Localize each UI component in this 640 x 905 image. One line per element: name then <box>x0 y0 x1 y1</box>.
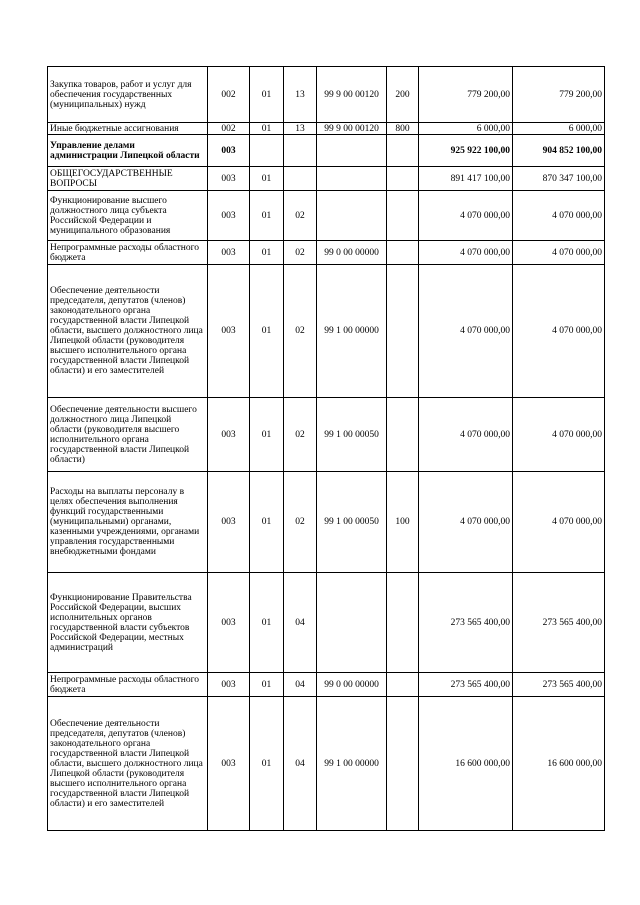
row-sum-1: 891 417 100,00 <box>419 167 513 191</box>
row-name: Расходы на выплаты персоналу в целях обеспечения выполнения функций государственными (муниципальными) органами, казенными учреждениями, органами управления государственными внебюджетными фондами <box>48 472 208 573</box>
row-code-rz: 01 <box>250 673 284 697</box>
table-row <box>48 398 605 472</box>
row-code-csr: 99 9 00 00120 <box>317 67 387 123</box>
row-code-csr <box>317 167 387 191</box>
row-code-vr: 200 <box>387 67 419 123</box>
row-name: Функционирование Правительства Российской Федерации, высших исполнительных органов государственной власти субъектов Российской Федерации, местных администраций <box>48 573 208 673</box>
row-code-vr <box>387 167 419 191</box>
table-body <box>48 67 605 831</box>
row-code-vr <box>387 191 419 241</box>
row-sum-2: 4 070 000,00 <box>513 472 605 573</box>
row-name: Непрограммные расходы областного бюджета <box>48 241 208 265</box>
row-code-pr: 04 <box>284 673 317 697</box>
row-code-gr: 003 <box>208 673 250 697</box>
row-code-pr: 04 <box>284 573 317 673</box>
row-code-rz: 01 <box>250 123 284 135</box>
row-code-csr: 99 1 00 00050 <box>317 472 387 573</box>
row-sum-1: 273 565 400,00 <box>419 573 513 673</box>
row-code-rz: 01 <box>250 398 284 472</box>
table-row <box>48 167 605 191</box>
row-code-rz: 01 <box>250 191 284 241</box>
table-row <box>48 673 605 697</box>
row-sum-1: 6 000,00 <box>419 123 513 135</box>
row-sum-1: 4 070 000,00 <box>419 472 513 573</box>
row-name: Закупка товаров, работ и услуг для обеспечения государственных (муниципальных) нужд <box>48 67 208 123</box>
row-code-vr <box>387 398 419 472</box>
table-row <box>48 123 605 135</box>
row-sum-1: 4 070 000,00 <box>419 398 513 472</box>
row-code-vr <box>387 673 419 697</box>
row-sum-2: 779 200,00 <box>513 67 605 123</box>
row-code-gr: 003 <box>208 135 250 167</box>
table-row <box>48 697 605 831</box>
row-code-csr: 99 0 00 00000 <box>317 673 387 697</box>
row-code-rz <box>250 135 284 167</box>
row-code-gr: 003 <box>208 191 250 241</box>
row-code-pr <box>284 135 317 167</box>
row-name: Управление делами администрации Липецкой области <box>48 135 208 167</box>
row-code-pr: 13 <box>284 123 317 135</box>
row-name: Функционирование высшего должностного лица субъекта Российской Федерации и муниципального образования <box>48 191 208 241</box>
row-name: Обеспечение деятельности высшего должностного лица Липецкой области (руководителя высшего исполнительного органа государственной власти Липецкой области) <box>48 398 208 472</box>
row-sum-1: 273 565 400,00 <box>419 673 513 697</box>
row-sum-2: 16 600 000,00 <box>513 697 605 831</box>
row-code-gr: 003 <box>208 398 250 472</box>
row-code-rz: 01 <box>250 241 284 265</box>
row-sum-2: 4 070 000,00 <box>513 398 605 472</box>
row-code-rz: 01 <box>250 472 284 573</box>
budget-table <box>47 66 605 831</box>
row-code-csr <box>317 135 387 167</box>
row-code-gr: 002 <box>208 67 250 123</box>
row-code-pr: 02 <box>284 265 317 398</box>
row-code-pr: 02 <box>284 241 317 265</box>
row-code-vr <box>387 135 419 167</box>
row-code-csr: 99 0 00 00000 <box>317 241 387 265</box>
row-sum-2: 4 070 000,00 <box>513 241 605 265</box>
row-sum-1: 925 922 100,00 <box>419 135 513 167</box>
row-code-csr: 99 1 00 00050 <box>317 398 387 472</box>
row-name: Обеспечение деятельности председателя, депутатов (членов) законодательного органа государственной власти Липецкой области, высшего должностного лица Липецкой области (руководителя высшего исполнительного органа государственной власти Липецкой области) и его заместителей <box>48 697 208 831</box>
row-code-gr: 003 <box>208 697 250 831</box>
row-code-csr: 99 1 00 00000 <box>317 697 387 831</box>
row-sum-2: 904 852 100,00 <box>513 135 605 167</box>
row-code-rz: 01 <box>250 167 284 191</box>
row-code-gr: 003 <box>208 573 250 673</box>
row-code-rz: 01 <box>250 573 284 673</box>
row-code-csr: 99 1 00 00000 <box>317 265 387 398</box>
row-code-vr <box>387 265 419 398</box>
row-code-gr: 003 <box>208 241 250 265</box>
row-code-gr: 002 <box>208 123 250 135</box>
row-code-csr: 99 9 00 00120 <box>317 123 387 135</box>
row-code-vr: 100 <box>387 472 419 573</box>
row-sum-2: 273 565 400,00 <box>513 673 605 697</box>
row-sum-1: 4 070 000,00 <box>419 241 513 265</box>
row-sum-1: 4 070 000,00 <box>419 265 513 398</box>
table-row <box>48 191 605 241</box>
row-sum-2: 6 000,00 <box>513 123 605 135</box>
row-code-csr <box>317 191 387 241</box>
table-row <box>48 67 605 123</box>
row-name: Обеспечение деятельности председателя, депутатов (членов) законодательного органа государственной власти Липецкой области, высшего должностного лица Липецкой области (руководителя высшего исполнительного органа государственной власти Липецкой области) и его заместителей <box>48 265 208 398</box>
table-row <box>48 573 605 673</box>
row-sum-2: 4 070 000,00 <box>513 191 605 241</box>
table-row <box>48 472 605 573</box>
row-code-pr: 02 <box>284 191 317 241</box>
row-code-pr: 02 <box>284 398 317 472</box>
row-code-vr <box>387 697 419 831</box>
row-code-pr: 04 <box>284 697 317 831</box>
row-code-gr: 003 <box>208 167 250 191</box>
table-row <box>48 135 605 167</box>
row-code-vr: 800 <box>387 123 419 135</box>
row-sum-1: 4 070 000,00 <box>419 191 513 241</box>
row-name: Иные бюджетные ассигнования <box>48 123 208 135</box>
row-code-pr <box>284 167 317 191</box>
table-row <box>48 265 605 398</box>
row-name: Непрограммные расходы областного бюджета <box>48 673 208 697</box>
row-code-rz: 01 <box>250 697 284 831</box>
row-sum-2: 4 070 000,00 <box>513 265 605 398</box>
row-sum-1: 16 600 000,00 <box>419 697 513 831</box>
row-code-vr <box>387 241 419 265</box>
row-code-pr: 13 <box>284 67 317 123</box>
row-code-vr <box>387 573 419 673</box>
row-sum-2: 870 347 100,00 <box>513 167 605 191</box>
row-sum-2: 273 565 400,00 <box>513 573 605 673</box>
row-code-csr <box>317 573 387 673</box>
table-row <box>48 241 605 265</box>
row-code-gr: 003 <box>208 472 250 573</box>
row-code-rz: 01 <box>250 67 284 123</box>
row-code-rz: 01 <box>250 265 284 398</box>
row-sum-1: 779 200,00 <box>419 67 513 123</box>
row-code-gr: 003 <box>208 265 250 398</box>
row-code-pr: 02 <box>284 472 317 573</box>
row-name: ОБЩЕГОСУДАРСТВЕННЫЕ ВОПРОСЫ <box>48 167 208 191</box>
